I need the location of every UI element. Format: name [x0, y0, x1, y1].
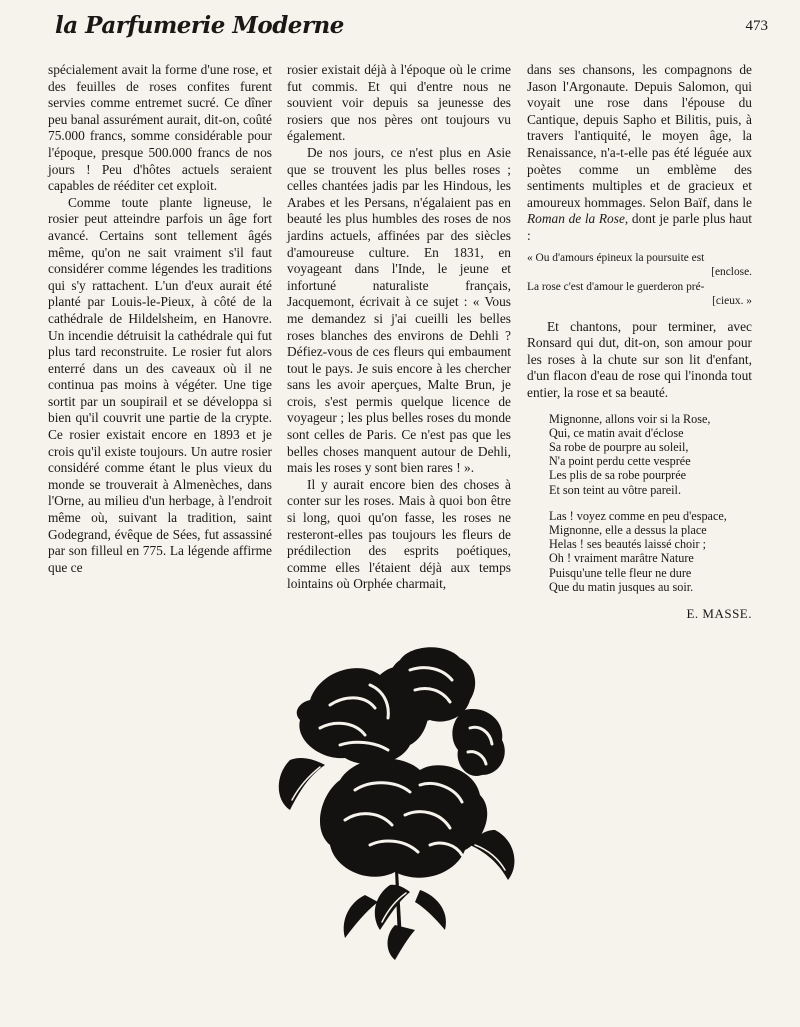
- paragraph: De nos jours, ce n'est plus en Asie que se trouvent les plus belles roses ; celles chantées jadis par les Hindous, les Arabes et les Persans, n'égalaient pas en beauté les plus humbles des roses de nos jardins actuels, affinées par des siècles d'amoureuse culture. En 1831, en voyageant dans l'Inde, le jeune et infortuné naturaliste français, Jacquemont, écrivait à ce sujet : « Vous me demandez si j'ai cueilli les belles roses blanches des environs de Dehli ? Défiez-vous de ces fleurs qui embaument tout le pays. Je suis encore à les chercher sans les avoir aperçues, Malte Brun, je crois, s'est permis quelque licence de voyageur ; les plus belles roses du monde sont celles de Paris. Ce n'est pas que les belles choses manquent autour de Dehli, mais les roses y sont bien rares ! ».: [287, 144, 511, 476]
- text-column-2: [287, 62, 511, 593]
- poem: [549, 412, 752, 594]
- paragraph: Il y aurait encore bien des choses à conter sur les roses. Mais à quoi bon être si long, quoi qu'on fasse, les roses ne resteront-elles pas toujours les fleurs de prédilection des esprits poétiques, comme elles l'étaient déjà aux temps lointains où Orphée charmait,: [287, 476, 511, 592]
- paragraph: Et chantons, pour terminer, avec Ronsard qui dut, dit-on, son amour pour les roses à la chute sur son lit d'enfant, d'un flacon d'eau de rose qui l'inonda tout entier, la rose et sa beauté.: [527, 318, 752, 400]
- text-column-1: [48, 62, 272, 576]
- masthead-title: la Parfumerie Moderne: [55, 12, 344, 39]
- quote-line: « Ou d'amours épineux la poursuite est: [527, 251, 705, 264]
- poem-line: Qui, ce matin avait d'éclose: [549, 425, 684, 440]
- paragraph: spécialement avait la forme d'une rose, et des feuilles de roses confites furent servies comme entremet sucré. Ce dîner peu banal assurément aurait, dit-on, coûté 75.000 francs, somme considérable pour l'époque, presque 500.000 francs de nos jours ! Peu d'hôtes actuels seraient capables de rééditer cet exploit.: [48, 62, 272, 194]
- poem-line: Oh ! vraiment marâtre Nature: [549, 551, 694, 566]
- poem-stanza: [549, 412, 752, 497]
- paragraph: rosier existait déjà à l'époque où le crime fut commis. Et qui d'entre nous ne souvient voir depuis sa jeunesse des rosiers que nos pères ont toujours vu également.: [287, 62, 511, 144]
- rose-woodcut-icon: [270, 640, 530, 960]
- poem-line: Que du matin jusques au soir.: [549, 579, 694, 594]
- quote-line-continuation: [enclose.: [711, 266, 752, 279]
- author-signature: E. MASSE.: [686, 605, 752, 621]
- paragraph: [527, 62, 752, 245]
- poem-line: Mignonne, allons voir si la Rose,: [549, 411, 711, 426]
- poem-line: Sa robe de pourpre au soleil,: [549, 439, 689, 454]
- poem-line: Puisqu'une telle fleur ne dure: [549, 565, 692, 580]
- poem-line: N'a point perdu cette vesprée: [549, 454, 691, 469]
- page-number: 473: [745, 18, 768, 34]
- poem-stanza: [549, 509, 752, 594]
- poem-line: Mignonne, elle a dessus la place: [549, 522, 707, 537]
- paragraph: Comme toute plante ligneuse, le rosier peut atteindre parfois un âge fort avancé. Certains sont tellement âgés même, qu'on ne sait vraiment s'il faut considérer comme légendes les traditions qui s'y rattachent. L'un d'eux aurait été planté par Louis-le-Pieux, à côté de la cathédrale de Hildelsheim, en Hanovre. Un incendie détruisit la cathédrale qui fut plus tard reconstruite. Le rosier fut alors enterré dans un des caveaux où il ne continua pas moins à végéter. Une tige sortit par un soupirail et se développa si bien qu'il couvrit une partie de la crypte. Ce rosier existait encore en 1893 et je crois qu'il existe toujours. Un autre rosier considéré comme étant le plus vieux du monde se trouverait à Almenèches, dans l'Orne, au milieu d'un herbage, à l'endroit même où, suivant la tradition, saint Godegrand, évêque de Sées, fut assassiné par son filleul en 775. La légende affirme que ce: [48, 194, 272, 575]
- verse-quote: [527, 251, 752, 309]
- poem-line: Las ! voyez comme en peu d'espace,: [549, 508, 727, 523]
- quote-line-continuation: [cieux. »: [712, 295, 752, 308]
- paragraph-text: , dont je parle plus haut :: [527, 211, 752, 243]
- poem-line: Helas ! ses beautés laissé choir ;: [549, 537, 707, 552]
- text-column-3: [527, 62, 752, 623]
- quote-line: La rose c'est d'amour le guerderon pré-: [527, 280, 705, 293]
- paragraph-text: dans ses chansons, les compagnons de Jason l'Argonaute. Depuis Salomon, qui voyait une rose dans l'épouse du Cantique, depuis Sapho et Bilitis, puis, à travers l'antiquité, le moyen âge, la Renaissance, n'a-t-elle pas été léguée aux poètes comme un emblème des sentiments multiples et de gracieux et amoureux hommages. Selon Baïf, dans le: [527, 62, 752, 210]
- book-title: Roman de la Rose: [527, 211, 625, 227]
- poem-line: Les plis de sa robe pourprée: [549, 468, 687, 483]
- poem-line: Et son teint au vôtre pareil.: [549, 482, 681, 497]
